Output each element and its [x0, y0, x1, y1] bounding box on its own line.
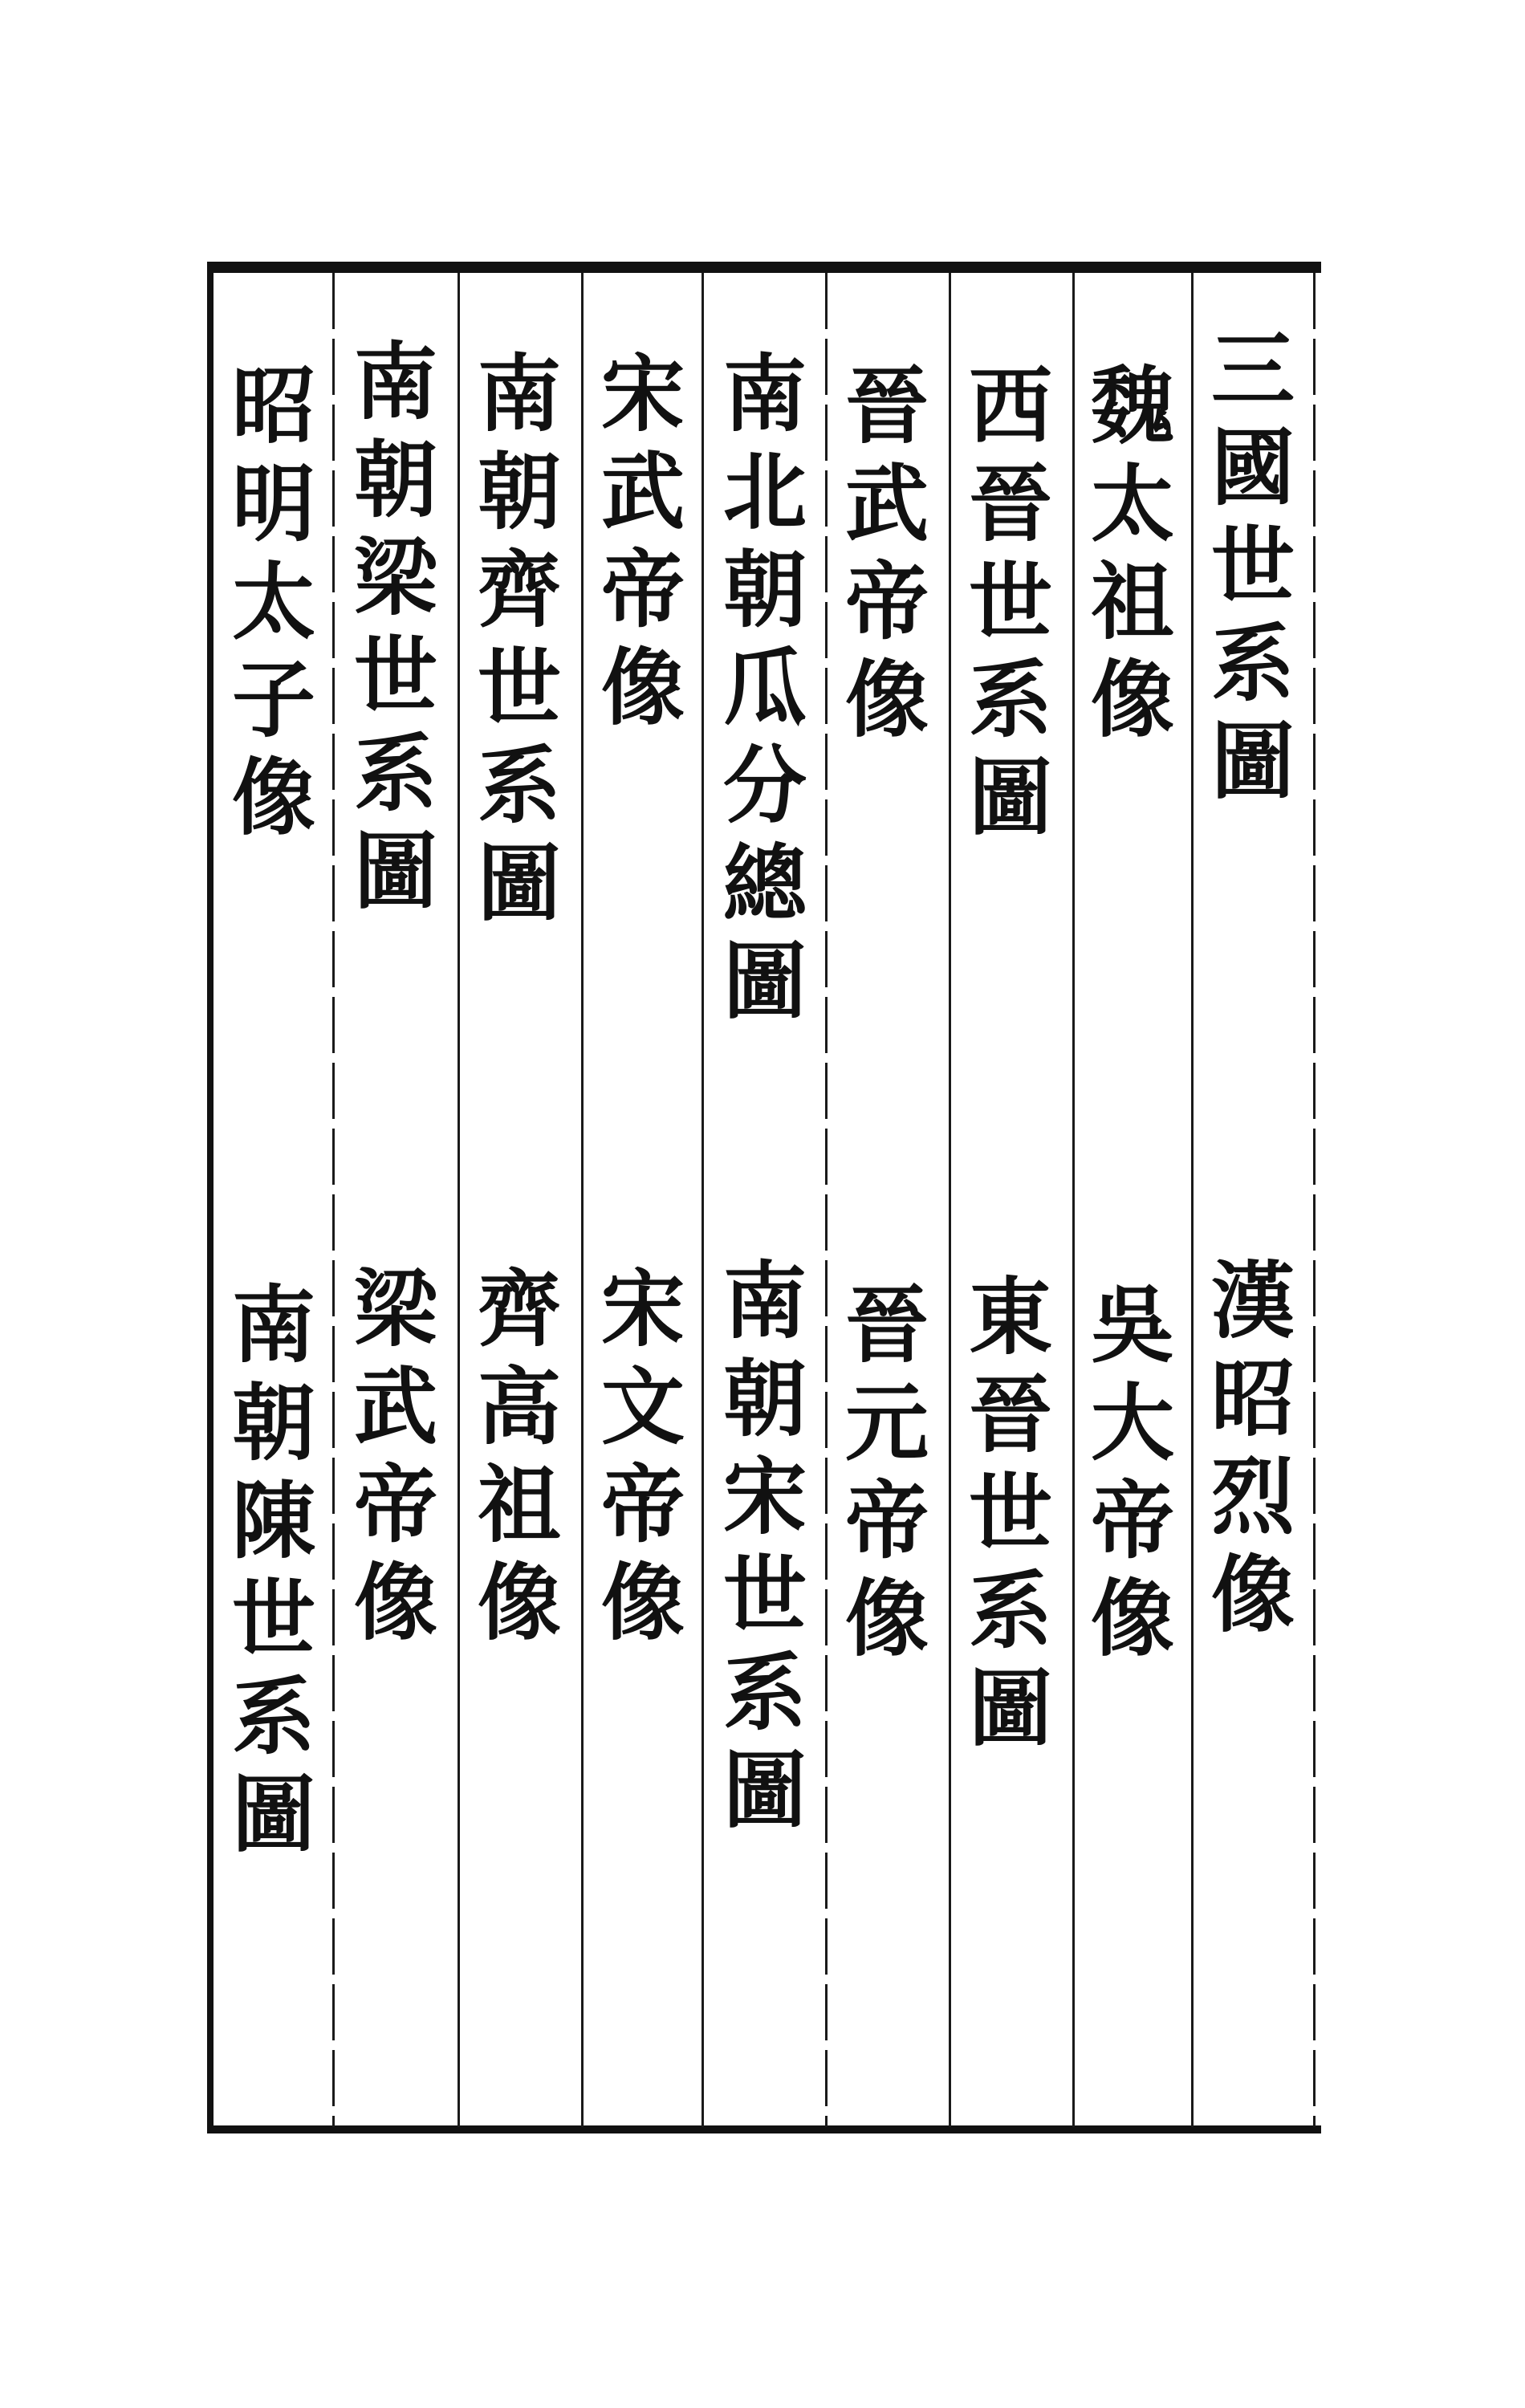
glyph: 像 — [844, 1569, 929, 1668]
glyph: 南 — [722, 1251, 807, 1350]
glyph: 北 — [722, 442, 807, 541]
glyph: 太 — [1090, 454, 1174, 553]
entry-upper — [222, 357, 326, 847]
entry-upper — [591, 345, 695, 737]
entry-lower — [713, 1252, 817, 1840]
glyph: 魏 — [1090, 356, 1174, 455]
glyph: 圖 — [477, 834, 561, 933]
entry-lower — [591, 1260, 695, 1652]
entry-upper — [467, 345, 571, 933]
glyph: 大 — [1090, 1373, 1174, 1472]
entry-lower — [467, 1260, 571, 1652]
glyph: 圖 — [1210, 712, 1295, 811]
glyph: 系 — [968, 1561, 1052, 1660]
glyph: 圖 — [968, 748, 1052, 847]
glyph: 圖 — [722, 1741, 807, 1840]
glyph: 朝 — [231, 1373, 315, 1472]
glyph: 像 — [353, 1553, 437, 1652]
glyph: 吳 — [1090, 1275, 1174, 1374]
column-rule — [825, 273, 828, 2127]
glyph: 帝 — [844, 552, 929, 651]
glyph: 像 — [1090, 650, 1174, 749]
glyph: 世 — [968, 552, 1052, 651]
glyph: 晉 — [968, 454, 1052, 553]
glyph: 武 — [844, 454, 929, 553]
glyph: 帝 — [353, 1455, 437, 1554]
glyph: 世 — [722, 1545, 807, 1644]
glyph: 元 — [844, 1373, 929, 1472]
glyph: 世 — [477, 638, 561, 737]
glyph: 高 — [477, 1357, 561, 1456]
glyph: 南 — [477, 344, 561, 443]
glyph: 瓜 — [722, 638, 807, 737]
glyph: 太 — [231, 552, 315, 651]
glyph: 烈 — [1210, 1447, 1295, 1546]
glyph: 宋 — [722, 1447, 807, 1546]
glyph: 梁 — [353, 1259, 437, 1358]
glyph: 系 — [353, 724, 437, 823]
glyph: 明 — [231, 454, 315, 553]
column-rule — [1191, 273, 1194, 2127]
glyph: 圖 — [722, 932, 807, 1031]
glyph: 帝 — [844, 1471, 929, 1570]
glyph: 東 — [968, 1267, 1052, 1366]
entry-upper — [1201, 321, 1305, 811]
glyph: 世 — [353, 626, 437, 725]
glyph: 南 — [353, 332, 437, 431]
glyph: 像 — [231, 748, 315, 847]
glyph: 系 — [1210, 614, 1295, 713]
glyph: 總 — [722, 834, 807, 933]
glyph: 朝 — [353, 430, 437, 529]
entry-upper — [958, 357, 1063, 847]
column-rule — [458, 273, 460, 2127]
column-rule — [1072, 273, 1075, 2127]
entry-lower — [958, 1268, 1063, 1758]
glyph: 分 — [722, 736, 807, 835]
entry-lower — [344, 1260, 448, 1652]
glyph: 帝 — [1090, 1471, 1174, 1570]
glyph: 系 — [231, 1667, 315, 1766]
glyph: 朝 — [722, 540, 807, 639]
glyph: 齊 — [477, 540, 561, 639]
column-rule — [332, 273, 335, 2127]
glyph: 帝 — [600, 540, 685, 639]
glyph: 武 — [353, 1357, 437, 1456]
column-rule — [702, 273, 704, 2127]
glyph: 晉 — [968, 1365, 1052, 1464]
glyph: 武 — [600, 442, 685, 541]
glyph: 漢 — [1210, 1251, 1295, 1350]
column-rule — [581, 273, 584, 2127]
glyph: 梁 — [353, 528, 437, 627]
entry-lower — [835, 1276, 939, 1668]
glyph: 朝 — [477, 442, 561, 541]
glyph: 國 — [1210, 418, 1295, 517]
glyph: 世 — [231, 1569, 315, 1668]
glyph: 南 — [722, 344, 807, 443]
glyph: 像 — [600, 1553, 685, 1652]
entry-upper — [835, 357, 939, 749]
column-rule — [949, 273, 951, 2127]
glyph: 圖 — [231, 1765, 315, 1864]
glyph: 系 — [722, 1643, 807, 1742]
glyph: 陳 — [231, 1471, 315, 1570]
glyph: 像 — [844, 650, 929, 749]
entry-lower — [1080, 1276, 1185, 1668]
column-rule — [1313, 273, 1316, 2127]
glyph: 像 — [1210, 1545, 1295, 1644]
glyph: 系 — [477, 736, 561, 835]
glyph: 文 — [600, 1357, 685, 1456]
glyph: 像 — [1090, 1569, 1174, 1668]
glyph: 三 — [1210, 320, 1295, 419]
glyph: 系 — [968, 650, 1052, 749]
glyph: 西 — [968, 356, 1052, 455]
glyph: 齊 — [477, 1259, 561, 1358]
glyph: 昭 — [1210, 1349, 1295, 1448]
glyph: 世 — [1210, 516, 1295, 615]
glyph: 晉 — [844, 1275, 929, 1374]
glyph: 子 — [231, 650, 315, 749]
glyph: 圖 — [353, 822, 437, 921]
glyph: 宋 — [600, 1259, 685, 1358]
glyph: 圖 — [968, 1659, 1052, 1758]
glyph: 宋 — [600, 344, 685, 443]
glyph: 朝 — [722, 1349, 807, 1448]
glyph: 祖 — [1090, 552, 1174, 651]
entry-lower — [1201, 1252, 1305, 1644]
glyph: 祖 — [477, 1455, 561, 1554]
glyph: 南 — [231, 1275, 315, 1374]
entry-lower — [222, 1276, 326, 1864]
entry-upper — [1080, 357, 1185, 749]
entry-upper — [713, 345, 817, 1031]
glyph: 帝 — [600, 1455, 685, 1554]
glyph: 晉 — [844, 356, 929, 455]
glyph: 昭 — [231, 356, 315, 455]
glyph: 像 — [600, 638, 685, 737]
entry-upper — [344, 333, 448, 921]
glyph: 像 — [477, 1553, 561, 1652]
glyph: 世 — [968, 1463, 1052, 1562]
